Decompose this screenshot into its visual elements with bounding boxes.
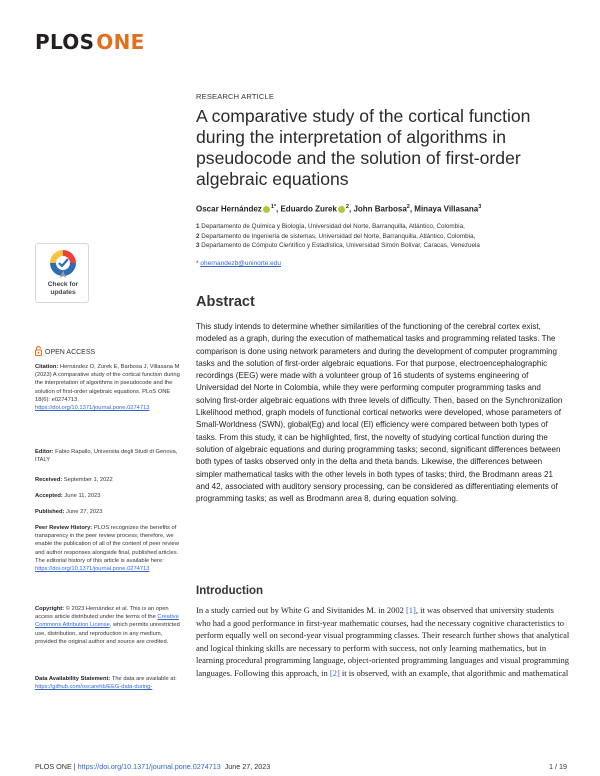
orcid-icon[interactable]: [338, 206, 345, 213]
author-name[interactable]: Minaya Villasana: [414, 204, 479, 214]
peer-review-link[interactable]: https://doi.org/10.1371/journal.pone.0274713: [35, 566, 150, 573]
accepted-date: June 11, 2023: [64, 493, 101, 499]
intro-text-part: , it was observed that university students who had a good performance in first-year mathematic courses, had the necessary cognitive characteristics to perform equally well on second-year visual programming classes. Their research further shows that analytical and logical thinking skills are necessary to perform with success, not only learning mathematics, but in learning procedural programming language, object-oriented programming languages and visual programming languages. Following this approach, in: [196, 605, 570, 678]
received-date: September 1, 2022: [63, 477, 113, 483]
editor-label: Editor:: [35, 449, 54, 455]
introduction-text: [196, 604, 570, 680]
affiliation-text: Departamento de Cómputo Científico y Estadística, Universidad Simón Bolívar, Caracas, Venezuela: [201, 242, 480, 249]
editor-block: [35, 448, 185, 464]
logo-plos-text: PLOS: [35, 30, 95, 54]
author-list: Oscar Hernández $^{1*}$, Eduardo Zurek $^2$, John Barbosa$^2$, Minaya Villasana$^3$: [196, 204, 482, 214]
footer-date: June 27, 2023: [224, 762, 271, 771]
published-date: June 27, 2023: [66, 509, 103, 515]
data-availability-text: The data are available at:: [111, 676, 177, 682]
author-name[interactable]: John Barbosa: [353, 204, 407, 214]
orcid-icon[interactable]: [263, 206, 270, 213]
copyright-label: Copyright:: [35, 606, 65, 612]
affiliations: [196, 222, 480, 251]
copyright-text: © 2023 Hernández et al. This is an open access article distributed under the terms of the: [35, 606, 169, 621]
author-affil-sup: 2: [406, 204, 410, 210]
affiliation-item: [196, 241, 480, 251]
footer-doi-link[interactable]: https://doi.org/10.1371/journal.pone.0274713: [77, 762, 221, 771]
footer-separator: |: [73, 762, 76, 771]
author-name[interactable]: Oscar Hernández: [196, 204, 262, 214]
crossmark-icon: [48, 248, 78, 280]
received-label: Received:: [35, 477, 63, 483]
open-access-label: OPEN ACCESS: [45, 349, 96, 356]
intro-text-part: In a study carried out by White G and Sivitanides M. in 2002: [196, 605, 406, 615]
page-number: 1 / 19: [549, 762, 567, 771]
corresponding-email: [196, 260, 281, 267]
article-title: A comparative study of the cortical function during the interpretation of algorithms in pseudocode and the solution of first-order algebraic equations: [196, 106, 531, 189]
logo-one-text: ONE: [96, 30, 145, 54]
affiliation-text: Departamento de Química y Biología, Universidad del Norte, Barranquilla, Atlántico, Colombia,: [201, 223, 465, 230]
peer-review-label: Peer Review History:: [35, 525, 93, 531]
open-lock-icon: [35, 346, 42, 356]
open-access: [35, 346, 95, 356]
author-affil-sup: 1*: [270, 204, 277, 210]
check-for-updates-badge[interactable]: [35, 243, 89, 303]
abstract-heading: Abstract: [196, 294, 255, 310]
abstract-text: This study intends to determine whether similarities of the functioning of the cerebral cortex exist, modeled as a graph, during the execution of mathematical tasks and programming related tasks. The comparison is done using network parameters and during the development of computer programming tasks and the solution of first-order algebraic equations. For that purpose, electroencephalographic recordings (EEG) were made with a volunteer group of 16 students of systems engineering of Universidad del Norte in Colombia, while they were performing computer programming tasks and solving first-order algebraic equations with three levels of difficulty. Then, based on the Synchronization Likelihood method, graph models of functional cortical networks were developed, whose parameters of Small-Worldness (SWN), global(Eg) and local (El) efficiency were compared between both types of tasks. From this study, it can be highlighted, first, the novelty of studying cortical function during the solution of algebraic equations and during programming tasks; second, significant differences between both types of tasks observed only in the delta and theta bands. Likewise, the differences between simpler mathematical tasks with the other levels in both types of tasks; third, the Brodmann areas 21 and 42, associated with auditory sensory processing, can be considered as differentiating elements of programming tasks; as well as Brodmann area 8, during equation solving.: [196, 322, 563, 504]
citation-doi-link[interactable]: https://doi.org/10.1371/journal.pone.0274713: [35, 405, 150, 412]
received-block: [35, 476, 185, 484]
copyright-block: [35, 605, 185, 646]
citation-ref-link[interactable]: [2]: [329, 667, 340, 678]
journal-logo[interactable]: [35, 30, 145, 54]
introduction-heading: Introduction: [196, 585, 264, 597]
check-updates-label: Check for updates: [47, 281, 79, 296]
footer-journal: PLOS ONE: [35, 762, 72, 771]
license-link[interactable]: Creative Commons Attribution License: [35, 614, 179, 629]
published-label: Published:: [35, 509, 65, 515]
published-block: [35, 508, 185, 516]
data-repository-link[interactable]: https://github.com/oscarehb/EEG-data-during-: [35, 684, 153, 691]
author-name[interactable]: Eduardo Zurek: [280, 204, 337, 214]
accepted-block: [35, 492, 185, 500]
affiliation-number: 1: [196, 223, 200, 230]
peer-review-text: PLOS recognizes the benefits of transparency in the peer review process; therefore, we enable the publication of all of the content of peer review and author responses alongside final, published articles. The editorial history of this article is available here:: [35, 525, 179, 564]
author-affil-sup: 2: [345, 204, 349, 210]
email-link[interactable]: ohernandezb@uninorte.edu: [200, 260, 282, 267]
article-type: RESEARCH ARTICLE: [196, 92, 275, 101]
copyright-text-cont: , which permits unrestricted use, distribution, and reproduction in any medium, provided the original author and source are credited.: [35, 622, 180, 645]
page-footer: [35, 762, 567, 771]
email-star: *: [196, 260, 199, 267]
data-availability-label: Data Availability Statement:: [35, 676, 111, 682]
peer-review-block: [35, 524, 185, 573]
data-availability-block: [35, 675, 185, 691]
citation-ref-link[interactable]: [1]: [405, 605, 416, 615]
intro-text-part: it is observed, with an example, that algorithmic and mathematical: [339, 667, 569, 678]
citation-label: Citation:: [35, 364, 59, 370]
author-affil-sup: 3: [478, 204, 482, 210]
affiliation-item: [196, 222, 480, 232]
affiliation-number: 2: [196, 232, 200, 240]
affiliation-text: Departamento de Ingeniería de sistemas, Universidad del Norte, Barranquilla, Atlántico, Colombia,: [201, 232, 476, 240]
citation-text: Hernández O, Zurek E, Barbosa J, Villasana M (2023) A comparative study of the cortical function during the interpretation of algorithms in pseudocode and the solution of first-order algebraic equations. PLoS ONE 18(6): e0274713.: [35, 364, 180, 403]
affiliation-item: [196, 232, 480, 242]
accepted-label: Accepted:: [35, 493, 63, 499]
editor-text: Fabio Rapallo, Universita degli Studi di Genova, ITALY: [35, 449, 178, 464]
citation-block: [35, 363, 185, 412]
affiliation-number: 3: [196, 242, 200, 249]
